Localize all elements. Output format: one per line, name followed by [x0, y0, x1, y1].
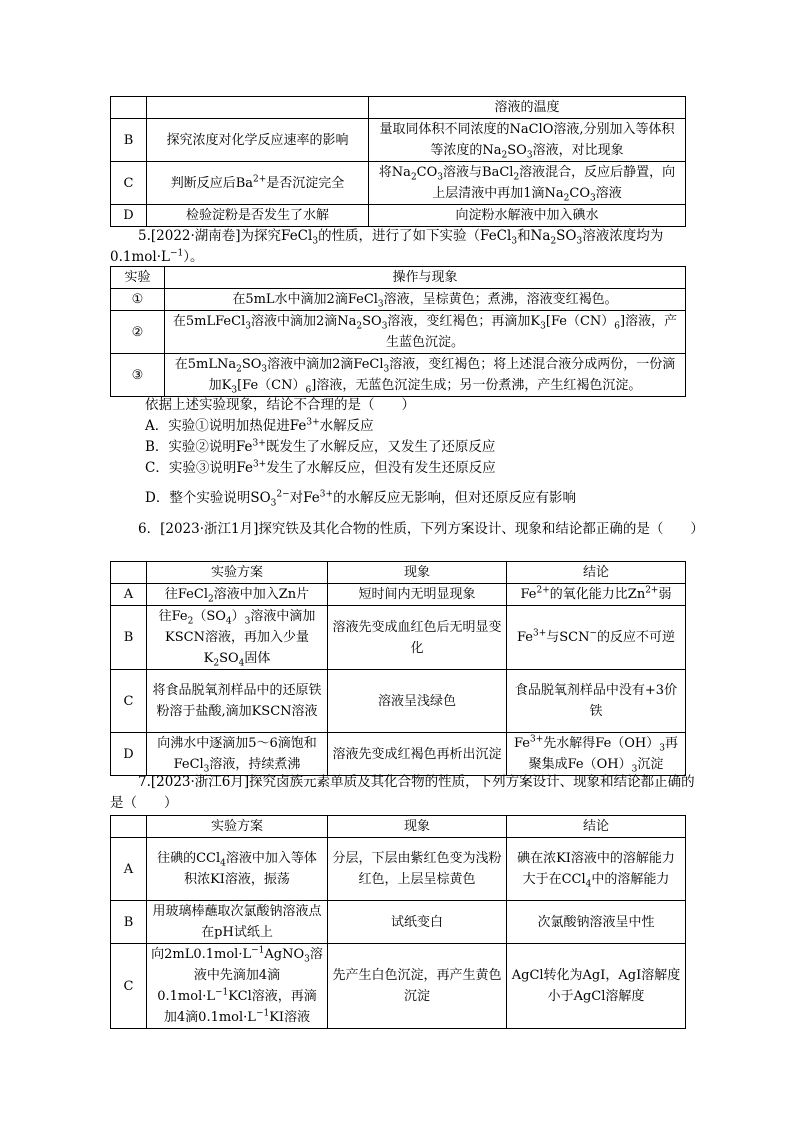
table-q5 — [110, 266, 686, 397]
phenomenon-cell: 先产生白色沉淀，再产生黄色沉淀 — [328, 944, 507, 1029]
table-q6 — [110, 561, 686, 776]
table-row — [111, 311, 686, 354]
scheme-cell: 判断反应后$Ba^{2+}$是否沉淀完全 — [147, 162, 369, 205]
table-header: 结论 — [507, 816, 686, 838]
row-label: ② — [111, 311, 165, 354]
operation-cell: 向淀粉水解液中加入碘水 — [369, 205, 686, 227]
phenomenon-cell: 试纸变白 — [328, 901, 507, 944]
option-d: D．整个实验说明$SO_3^{2-}$对$Fe^{3+}$的水解反应无影响，但对还原反应有影响 — [145, 489, 577, 509]
operation-cell: 在$5mLNa_2SO_3$溶液中滴加2滴FeCl$_3$溶液，变红褐色；将上述混合液分成两份，一份滴加$K_3[Fe(CN)_6]$溶液，无蓝色沉淀生成；另一份煮沸，产生红褐色沉淀。 — [165, 354, 686, 397]
row-label: A — [111, 584, 147, 606]
phenomenon-cell: 溶液先变成红褐色再析出沉淀 — [328, 733, 507, 776]
table-row — [111, 944, 686, 1029]
question-7-stem: 7.[2023·浙江6月]探究卤族元素单质及其化合物的性质，下列方案设计、现象和结论都正确的是（ ） — [110, 774, 695, 811]
row-label: C — [111, 944, 147, 1029]
phenomenon-cell: 溶液先变成血红色后无明显变化 — [328, 606, 507, 670]
scheme-cell: 往碘的CCl$_4$溶液中加入等体积浓KI溶液，振荡 — [147, 838, 328, 901]
conclusion-cell: AgCl转化为AgI，AgI溶解度小于AgCl溶解度 — [507, 944, 686, 1029]
table-row — [111, 838, 686, 901]
option-b: B．实验②说明$Fe^{3+}$既发生了水解反应，又发生了还原反应 — [145, 438, 496, 455]
phenomenon-cell: 溶液呈浅绿色 — [328, 670, 507, 733]
row-label: ① — [111, 289, 165, 311]
table-header: 实验 — [111, 267, 165, 289]
table-header: 操作与现象 — [165, 267, 686, 289]
scheme-cell: 探究浓度对化学反应速率的影响 — [147, 119, 369, 162]
scheme-cell: 将食品脱氧剂样品中的还原铁粉溶于盐酸,滴加KSCN溶液 — [147, 670, 328, 733]
table-cell — [147, 97, 369, 119]
scheme-cell: 检验淀粉是否发生了水解 — [147, 205, 369, 227]
table-cell: 溶液的温度 — [369, 97, 686, 119]
operation-cell: 量取同体积不同浓度的NaClO溶液,分别加入等体积等浓度的$Na_2SO_3$溶液，对比现象 — [369, 119, 686, 162]
option-c: C．实验③说明$Fe^{3+}$发生了水解反应，但没有发生还原反应 — [145, 459, 496, 476]
operation-cell: 在5mL水中滴加2滴FeCl$_3$溶液，呈棕黄色；煮沸，溶液变红褐色。 — [165, 289, 686, 311]
table-header: 现象 — [328, 562, 507, 584]
conclusion-cell: 次氯酸钠溶液呈中性 — [507, 901, 686, 944]
row-label: D — [111, 205, 147, 227]
row-label: D — [111, 733, 147, 776]
scheme-cell: 向$2mL0.1mol\cdot L^{-1}AgNO_3$溶液中先滴加4滴$0.1mol\cdot L^{-1}KCl$溶液，再滴加4滴$0.1mol\cdot L^{-1}KI$溶液 — [147, 944, 328, 1029]
row-label: B — [111, 119, 147, 162]
table-header: 实验方案 — [147, 816, 328, 838]
table-row — [111, 119, 686, 162]
conclusion-cell: 碘在浓KI溶液中的溶解能力大于在CCl$_4$中的溶解能力 — [507, 838, 686, 901]
table-cell — [111, 97, 147, 119]
table-row — [111, 670, 686, 733]
row-label: B — [111, 606, 147, 670]
phenomenon-cell: 短时间内无明显现象 — [328, 584, 507, 606]
table-q4-continued — [110, 96, 686, 227]
operation-cell: 在5mLFeCl$_3$溶液中滴加2滴$Na_2SO_3$溶液，变红褐色；再滴加$K_3[Fe(CN)_6]$溶液，产生蓝色沉淀。 — [165, 311, 686, 354]
phenomenon-cell: 分层，下层由紫红色变为浅粉红色，上层呈棕黄色 — [328, 838, 507, 901]
table-header: 现象 — [328, 816, 507, 838]
table-row — [111, 354, 686, 397]
table-header: 结论 — [507, 562, 686, 584]
scheme-cell: 往FeCl$_2$溶液中加入Zn片 — [147, 584, 328, 606]
question-6-stem: 6．[2023·浙江1月]探究铁及其化合物的性质，下列方案设计、现象和结论都正确的是（ ） — [138, 521, 704, 537]
conclusion-cell: 食品脱氧剂样品中没有+3价铁 — [507, 670, 686, 733]
table-q7 — [110, 815, 686, 1029]
row-label: C — [111, 670, 147, 733]
conclusion-cell: $Fe^{3+}$先水解得$Fe(OH)_3$再聚集成$Fe(OH)_3$沉淀 — [507, 733, 686, 776]
conclusion-cell: $Fe^{2+}$的氧化能力比$Zn^{2+}$弱 — [507, 584, 686, 606]
row-label: C — [111, 162, 147, 205]
scheme-cell: 向沸水中逐滴加5～6滴饱和FeCl$_3$溶液，持续煮沸 — [147, 733, 328, 776]
option-a: A．实验①说明加热促进$Fe^{3+}$水解反应 — [145, 417, 374, 434]
operation-cell: 将$Na_2CO_3$溶液与BaCl$_2$溶液混合，反应后静置，向上层清液中再加1滴$Na_2CO_3$溶液 — [369, 162, 686, 205]
row-label: A — [111, 838, 147, 901]
scheme-cell: 用玻璃棒蘸取次氯酸钠溶液点在pH试纸上 — [147, 901, 328, 944]
table-row — [111, 162, 686, 205]
scheme-cell: 往$Fe_2(SO_4)_3$溶液中滴加KSCN溶液，再加入少量$K_2SO_4$固体 — [147, 606, 328, 670]
table-cell — [111, 816, 147, 838]
question-5-prompt: 依据上述实验现象，结论不合理的是（ ） — [145, 397, 415, 413]
conclusion-cell: $Fe^{3+}$与SCN−的反应不可逆 — [507, 606, 686, 670]
table-cell — [111, 562, 147, 584]
table-row — [111, 606, 686, 670]
question-5-stem: 5.[2022·湖南卷]为探究FeCl$_3$的性质，进行了如下实验（FeCl$_3$和$Na_2SO_3$溶液浓度均为$0.1mol\cdot L^{-1}$）。 — [110, 228, 664, 265]
table-row — [111, 289, 686, 311]
table-header: 实验方案 — [147, 562, 328, 584]
row-label: ③ — [111, 354, 165, 397]
table-row — [111, 205, 686, 227]
row-label: B — [111, 901, 147, 944]
table-row — [111, 901, 686, 944]
table-row — [111, 584, 686, 606]
table-row — [111, 733, 686, 776]
